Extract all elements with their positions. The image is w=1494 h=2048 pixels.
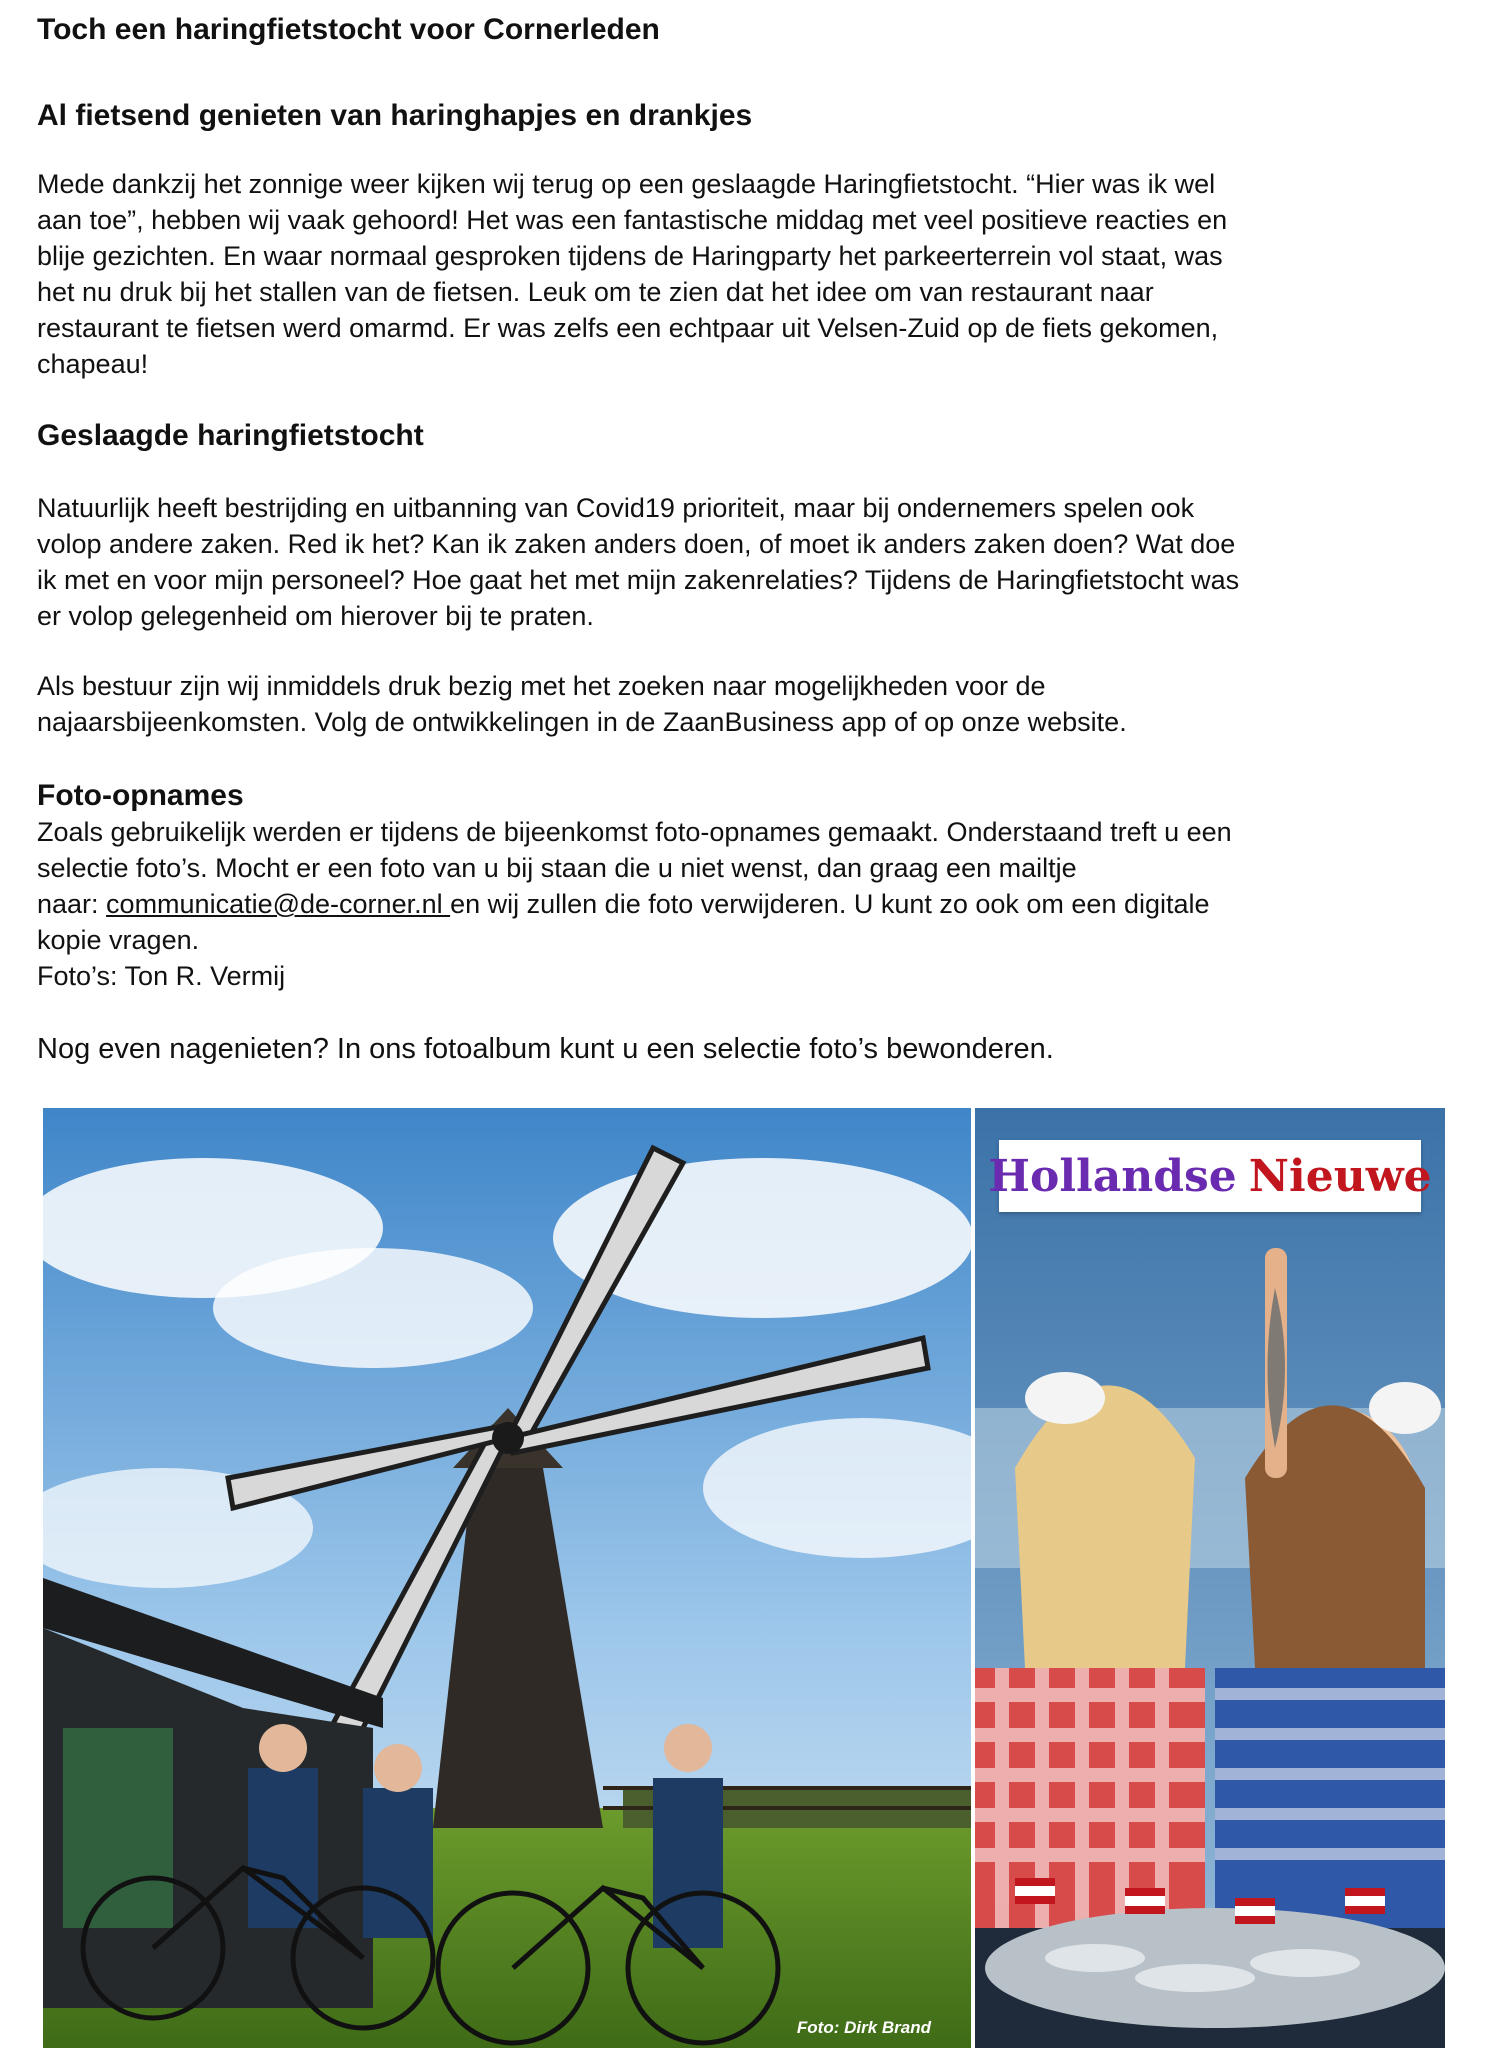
paragraph-line: najaarsbijeenkomsten. Volg de ontwikkelingen in de ZaanBusiness app of op onze website. (37, 707, 1127, 737)
intro-line: blije gezichten. En waar normaal gesproken tijdens de Haringparty het parkeerterrein vol staat, was (37, 241, 1223, 271)
foto-paragraph (37, 814, 1457, 994)
intro-paragraph (37, 166, 1457, 382)
article-subtitle: Al fietsend genieten van haringhapjes en drankjes (37, 99, 753, 132)
intro-line: het nu druk bij het stallen van de fietsen. Leuk om te zien dat het idee om van restaurant naar (37, 277, 1154, 307)
paragraph-line: Zoals gebruikelijk werden er tijdens de bijeenkomst foto-opnames gemaakt. Onderstaand treft u een (37, 817, 1232, 847)
windmill-illustration (43, 1108, 971, 2048)
covid-paragraph (37, 490, 1457, 634)
banner-word-hollandse: Hollandse (988, 1150, 1237, 1202)
left-photo-credit: Foto: Dirk Brand (796, 2018, 931, 2037)
photo-row (43, 1108, 1445, 2048)
intro-line: aan toe”, hebben wij vaak gehoord! Het was een fantastische middag met veel positieve reacties en (37, 205, 1228, 235)
hollandse-nieuwe-photo (975, 1108, 1445, 2048)
paragraph-line-email (37, 886, 1457, 922)
paragraph-line: kopie vragen. (37, 925, 200, 955)
article (37, 10, 1457, 1068)
intro-line: Mede dankzij het zonnige weer kijken wij terug op een geslaagde Haringfietstocht. “Hier was ik wel (37, 169, 1216, 199)
email-link[interactable]: communicatie@de-corner.nl (106, 889, 451, 919)
paragraph-line: selectie foto’s. Mocht er een foto van u bij staan die u niet wenst, dan graag een mailtje (37, 853, 1077, 883)
bestuur-paragraph (37, 668, 1457, 740)
paragraph-line: ik met en voor mijn personeel? Hoe gaat het met mijn zakenrelaties? Tijdens de Haringfietstocht was (37, 565, 1240, 595)
paragraph-line: Natuurlijk heeft bestrijding en uitbanning van Covid19 prioriteit, maar bij ondernemers spelen ook (37, 493, 1195, 523)
photo-credit-line: Foto’s: Ton R. Vermij (37, 961, 286, 991)
banner-word-nieuwe: Nieuwe (1248, 1150, 1432, 1202)
email-prefix: naar: (37, 889, 107, 919)
article-title: Toch een haringfietstocht voor Cornerleden (37, 13, 660, 46)
section-heading-geslaagd: Geslaagde haringfietstocht (37, 419, 424, 452)
intro-line: chapeau! (37, 349, 149, 379)
section-heading-foto-opnames: Foto-opnames (37, 779, 244, 812)
hollandse-nieuwe-banner (988, 1140, 1432, 1212)
windmill-cyclists-photo (43, 1108, 971, 2048)
paragraph-line: Als bestuur zijn wij inmiddels druk bezig met het zoeken naar mogelijkheden voor de (37, 671, 1046, 701)
closing-line: Nog even nagenieten? In ons fotoalbum kunt u een selectie foto’s bewonderen. (37, 1033, 1054, 1065)
intro-line: restaurant te fietsen werd omarmd. Er was zelfs een echtpaar uit Velsen-Zuid op de fiets gekomen, (37, 313, 1219, 343)
paragraph-line: volop andere zaken. Red ik het? Kan ik zaken anders doen, of moet ik anders zaken doen? Wat doe (37, 529, 1236, 559)
paragraph-line: er volop gelegenheid om hierover bij te praten. (37, 601, 594, 631)
email-suffix: en wij zullen die foto verwijderen. U kunt zo ook om een digitale (450, 889, 1210, 919)
haring-girls-illustration (975, 1108, 1445, 2048)
